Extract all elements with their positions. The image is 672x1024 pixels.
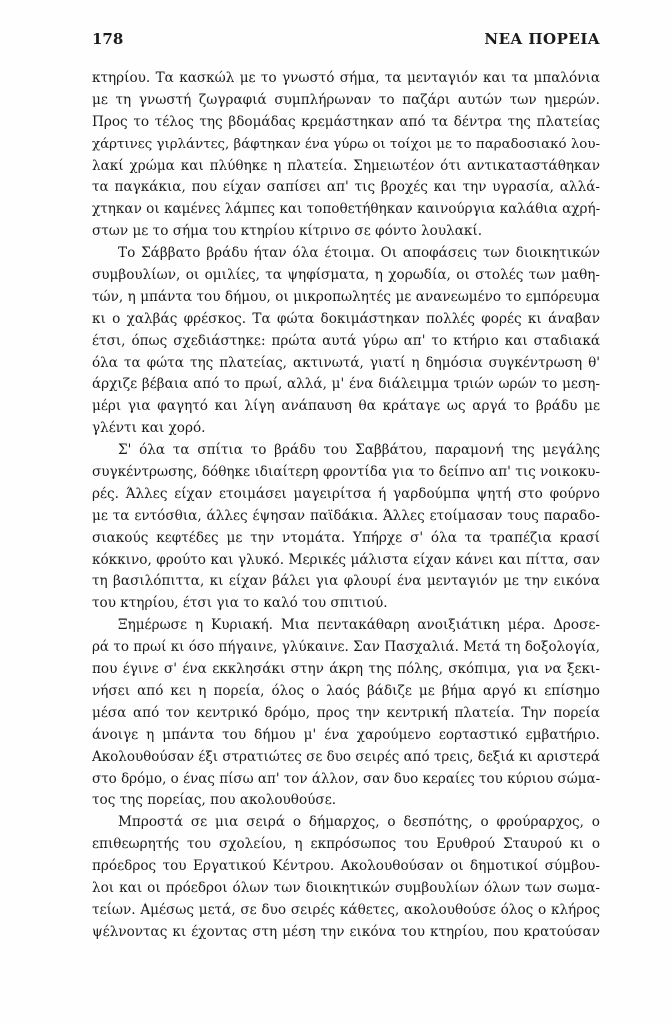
text-line: συμβουλίων, οι ομιλίες, τα ψηφίσματα, η χορωδία, οι στολές των μαθη- bbox=[92, 267, 600, 284]
text-line: γλέντι και χορό. bbox=[92, 420, 206, 437]
text-line: τείων. Αμέσως μετά, σε δυο σειρές κάθετες, ακολουθούσε όλος ο κλήρος bbox=[92, 901, 600, 918]
text-line: τος της πορείας, που ακολουθούσε. bbox=[92, 792, 337, 809]
text-line: χτηκαν οι καμένες λάμπες και τοποθετήθηκαν καινούργια καλάθια αχρή- bbox=[92, 201, 601, 218]
text-line: ρές. Άλλες είχαν ετοιμάσει μαγειρίτσα ή γαρδούμπα ψητή στο φούρνο bbox=[92, 485, 600, 502]
text-line: επιθεωρητής του σχολείου, η εκπρόσωπος του Ερυθρού Σταυρού κι ο bbox=[92, 836, 600, 853]
page-header bbox=[92, 30, 600, 52]
text-line: Σ' όλα τα σπίτια το βράδυ του Σαββάτου, παραμονή της μεγάλης bbox=[118, 442, 600, 459]
text-line: στων με το σήμα του κτηρίου κίτρινο σε φόντο λουλακί. bbox=[92, 223, 483, 240]
page-number: 178 bbox=[92, 30, 124, 48]
text-line: ψέλνοντας κι έχοντας στη μέση την εικόνα του κτηρίου, που κρατούσαν bbox=[92, 923, 600, 940]
text-line: όλα τα φώτα της πλατείας, ακτινωτά, γιατί η δημόσια συγκέντρωση θ' bbox=[92, 354, 600, 371]
text-line: Ξημέρωσε η Κυριακή. Μια πεντακάθαρη ανοιξιάτικη μέρα. Δροσε- bbox=[118, 617, 600, 634]
text-line: τη βασιλόπιττα, κι είχαν βάλει για φλουρί ένα μενταγιόν με την εικόνα bbox=[92, 573, 600, 590]
text-line: πρόεδρος του Εργατικού Κέντρου. Ακολουθούσαν οι δημοτικοί σύμβου- bbox=[92, 858, 600, 875]
text-line: Ακολουθούσαν έξι στρατιώτες σε δυο σειρές από τρεις, δεξιά κι αριστερά bbox=[92, 748, 600, 765]
text-line: με τα εντόσθια, άλλες έψησαν παϊδάκια. Άλλες ετοίμασαν τους παραδο- bbox=[92, 507, 600, 524]
text-line: τα παγκάκια, που είχαν σαπίσει απ' τις βροχές και την υγρασία, αλλά- bbox=[92, 179, 600, 196]
text-line: λακί χρώμα και πλύθηκε η πλατεία. Σημειωτέον ότι αντικαταστάθηκαν bbox=[92, 157, 600, 174]
text-line: Μπροστά σε μια σειρά ο δήμαρχος, ο δεσπότης, ο φρούραρχος, ο bbox=[118, 814, 600, 831]
text-line: κτηρίου. Τα κασκώλ με το γνωστό σήμα, τα μενταγιόν και τα μπαλόνια bbox=[92, 70, 600, 86]
text-line: μέσα από τον κεντρικό δρόμο, προς την κεντρική πλατεία. Την πορεία bbox=[92, 704, 600, 721]
text-line: λοι και οι πρόεδροι όλων των διοικητικών συμβουλίων όλων των σωμα- bbox=[92, 879, 600, 896]
text-line: με τη γνωστή ζωγραφιά συμπλήρωναν το παζάρι αυτών των ημερών. bbox=[92, 91, 600, 108]
text-line: άρχιζε βέβαια από το πρωί, αλλά, μ' ένα διάλειμμα τριών ωρών το μεση- bbox=[92, 376, 600, 393]
text-line: συγκέντρωσης, δόθηκε ιδιαίτερη φροντίδα για το δείπνο απ' τις νοικοκυ- bbox=[92, 464, 600, 481]
text-line: νήσει από κει η πορεία, όλος ο λαός βάδιζε με βήμα αργό κι επίσημο bbox=[92, 682, 600, 699]
text-line: σιακούς κεφτέδες με την ντομάτα. Υπήρχε σ' όλα τα τραπέζια κρασί bbox=[92, 529, 600, 546]
text-line: του κτηρίου, έτσι για το καλό του σπιτιού. bbox=[92, 595, 388, 612]
text-line: στο δρόμο, ο ένας πίσω απ' τον άλλον, σαν δυο κεραίες του κύριου σώμα- bbox=[92, 770, 601, 787]
text-line: μέρι για φαγητό και λίγη ανάπαυση θα κράταγε ως αργά το βράδυ με bbox=[92, 398, 600, 415]
text-line: τών, η μπάντα του δήμου, οι μικροπωλητές με ανανεωμένο το εμπόρευμα bbox=[92, 288, 600, 305]
text-line: που έγινε σ' ένα εκκλησάκι στην άκρη της πόλης, σκόπιμα, για να ξεκι- bbox=[92, 661, 600, 678]
running-title: ΝΕΑ ΠΟΡΕΙΑ bbox=[484, 30, 600, 48]
text-line: κόκκινο, φρούτο και γλυκό. Μερικές μάλιστα είχαν κάνει και πίττα, σαν bbox=[92, 551, 600, 568]
text-line: έτσι, όπως σχεδιάστηκε: πρώτα αυτά γύρω απ' το κτήριο και σταδιακά bbox=[92, 332, 600, 349]
text-line: Προς το τέλος της βδομάδας κρεμάστηκαν από τα δέντρα της πλατείας bbox=[92, 113, 600, 130]
text-line: χάρτινες γιρλάντες, βάφτηκαν ένα γύρω οι τοίχοι με το παραδοσιακό λου- bbox=[92, 136, 600, 152]
text-line: κι ο χαλβάς φρέσκος. Τα φώτα δοκιμάστηκαν πολλές φορές κι άναβαν bbox=[92, 310, 600, 327]
text-line: Το Σάββατο βράδυ ήταν όλα έτοιμα. Οι αποφάσεις των διοικητικών bbox=[118, 245, 600, 262]
body-text bbox=[92, 68, 600, 944]
text-line: άνοιγε η μπάντα του δήμου μ' ένα χαρούμενο εορταστικό εμβατήριο. bbox=[92, 726, 600, 743]
text-line: ρά το πρωί κι όσο πήγαινε, γλύκαινε. Σαν Πασχαλιά. Μετά τη δοξολογία, bbox=[92, 639, 600, 656]
